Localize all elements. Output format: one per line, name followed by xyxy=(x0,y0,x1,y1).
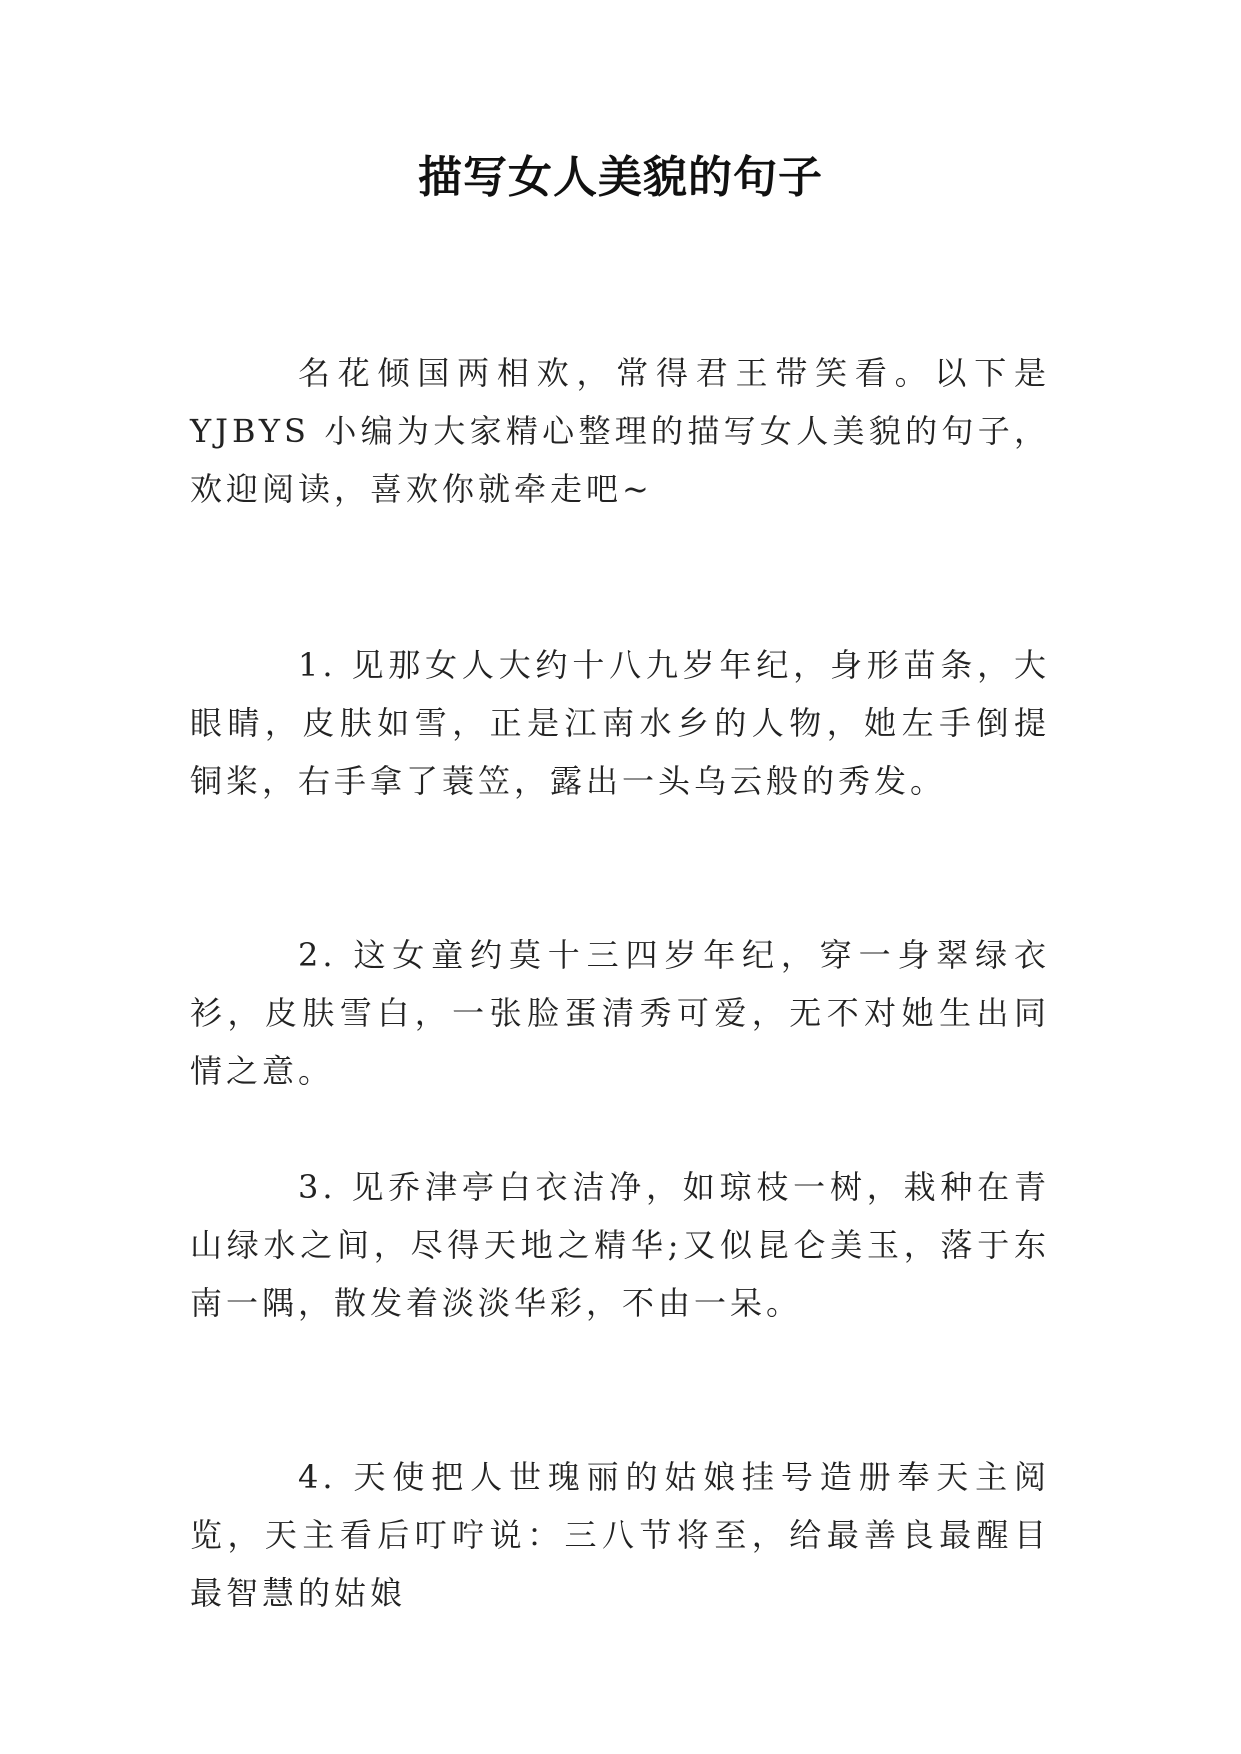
sentence-paragraph-1: 1. 见那女人大约十八九岁年纪，身形苗条，大眼睛，皮肤如雪，正是江南水乡的人物，她左手倒提铜桨，右手拿了蓑笠，露出一头乌云般的秀发。 xyxy=(190,646,1050,800)
sentence-paragraph-3: 3. 见乔津亭白衣洁净，如琼枝一树，栽种在青山绿水之间，尽得天地之精华;又似昆仑美玉，落于东南一隅，散发着淡淡华彩，不由一呆。 xyxy=(190,1168,1050,1322)
intro-paragraph: 名花倾国两相欢，常得君王带笑看。以下是 YJBYS 小编为大家精心整理的描写女人美貌的句子，欢迎阅读，喜欢你就牵走吧~ xyxy=(190,354,1050,508)
sentence-paragraph-2: 2. 这女童约莫十三四岁年纪，穿一身翠绿衣衫，皮肤雪白，一张脸蛋清秀可爱，无不对她生出同情之意。 xyxy=(190,936,1050,1090)
sentence-paragraph-4: 4. 天使把人世瑰丽的姑娘挂号造册奉天主阅览，天主看后叮咛说：三八节将至，给最善良最醒目最智慧的姑娘 xyxy=(190,1458,1050,1612)
document-title: 描写女人美貌的句子 xyxy=(418,152,823,203)
